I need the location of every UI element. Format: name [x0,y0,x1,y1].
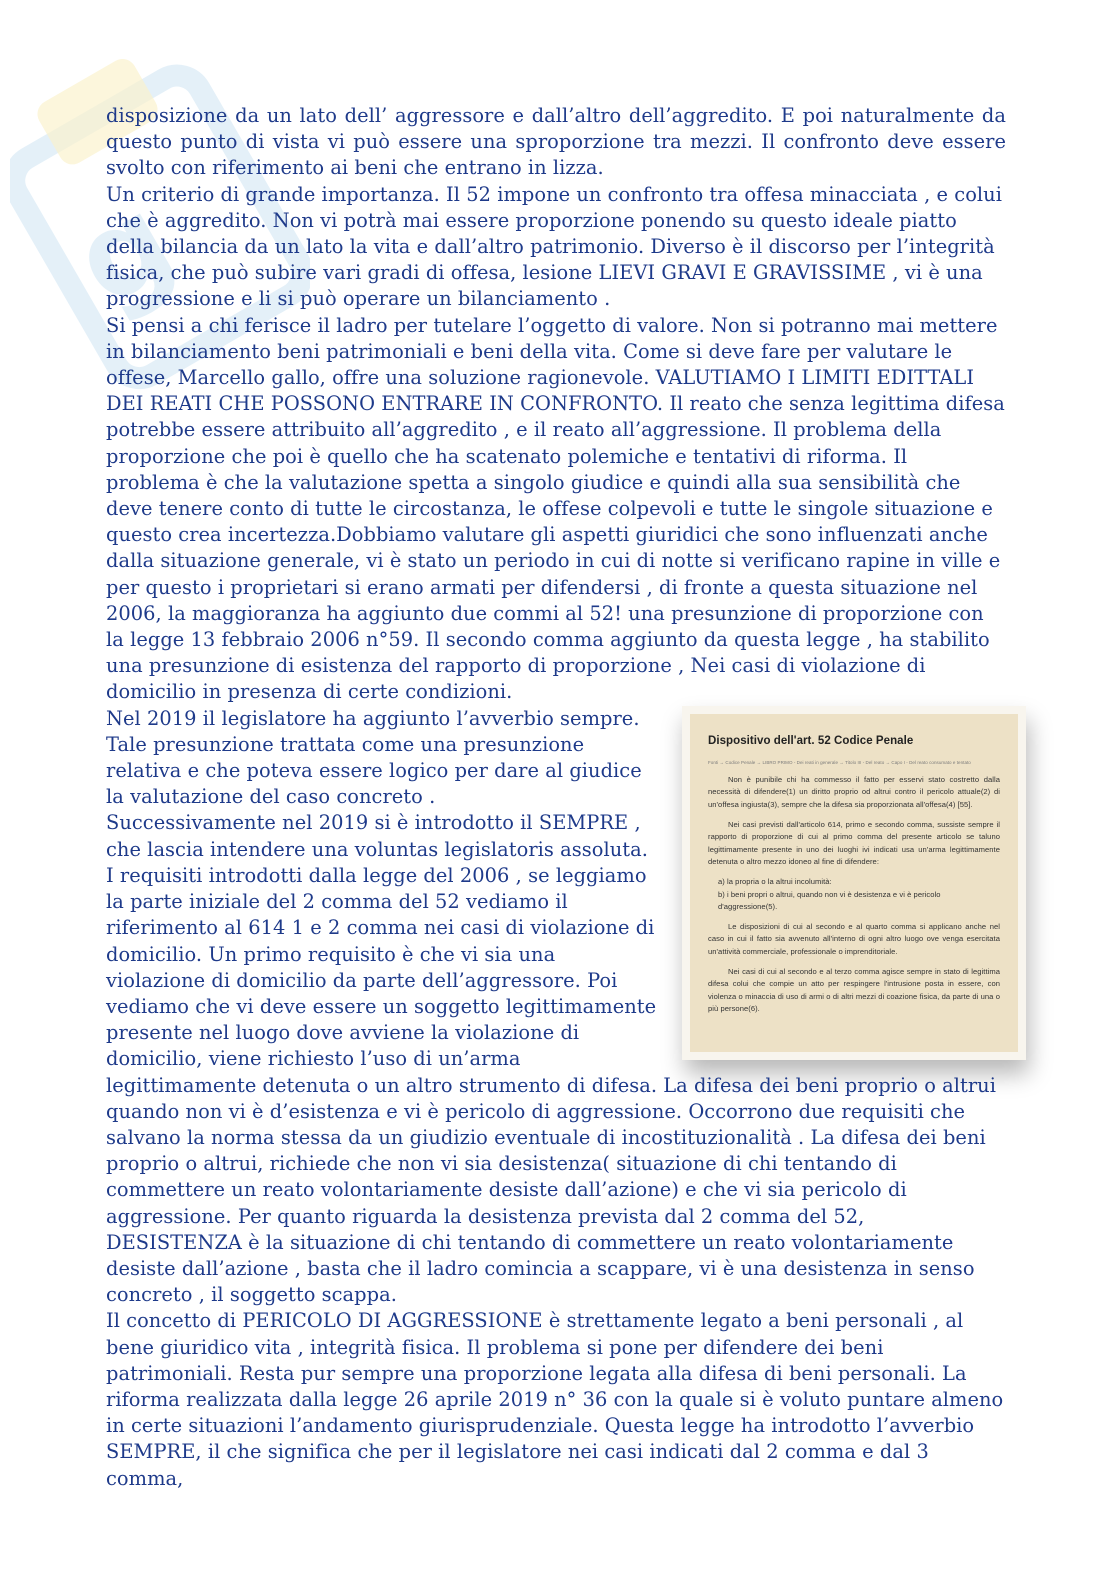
figure-comma-3: Le disposizioni di cui al secondo e al quarto comma si applicano anche nel caso in cui il fatto sia avvenuto all'interno di ogni altro luogo ove venga esercitata un'attività commerciale, professionale o imprenditoriale. [708,921,1000,956]
paragraph-5: Successivamente nel 2019 si è introdotto il SEMPRE , che lascia intendere una voluntas legislatoris assoluta. I requisiti introdotti dalla legge del 2006 , se leggiamo la parte iniziale del 2 comma del 52 vediamo il riferimento al 614 1 e 2 comma nei casi di violazione di domicilio. Un primo requisito è che vi sia una violazione di domicilio da parte dell’aggressore. Poi vediamo che vi deve essere un soggetto legittimamente presente nel luogo dove avviene la violazione di domicilio, viene richiesto l’uso di un’arma legittimamente detenuta o un altro strumento di difesa. La difesa dei beni proprio o altrui quando non vi è d’esistenza e vi è pericolo di aggressione. Occorrono due requisiti che salvano la norma stessa da un giudizio eventuale di incostituzionalità . La difesa dei beni proprio o altrui, richiede che non vi sia desistenza( situazione di chi tentando di commettere un reato volontariamente desiste dall’azione) e che vi sia pericolo di aggressione. Per quanto riguarda la desistenza prevista dal 2 comma del 52, DESISTENZA è la situazione di chi tentando di commettere un reato volontariamente desiste dall’azione , basta che il ladro comincia a scappare, vi è una desistenza in senso concreto , il soggetto scappa. [106,811,996,1307]
figure-item-a: a) la propria o la altrui incolumità: [718,877,832,887]
article-52-figure [690,714,1018,1052]
paragraph-3: Si pensi a chi ferisce il ladro per tutelare l’oggetto di valore. Non si potranno mai mettere in bilanciamento beni patrimoniali e beni della vita. Come si deve fare per valutare le offese, Marcello gallo, offre una soluzione ragionevole. VALUTIAMO I LIMITI EDITTALI DEI REATI CHE POSSONO ENTRARE IN CONFRONTO. Il reato che senza legittima difesa potrebbe essere attribuito all’aggredito , e il reato all’aggressione. Il problema della proporzione che poi è quello che ha scatenato polemiche e tentativi di riforma. Il problema è che la valutazione spetta a singolo giudice e quindi alla sua sensibilità che deve tenere conto di tutte le circostanza, le offese colpevoli e tutte le singole situazione e questo crea incertezza.Dobbiamo valutare gli aspetti giuridici che sono influenzati anche dalla situazione generale, vi è stato un periodo in cui di notte si verificano rapine in ville e per questo i proprietari si erano armati per difendersi , di fronte a questa situazione nel 2006, la maggioranza ha aggiunto due commi al 52! una presunzione di proporzione con la legge 13 febbraio 2006 n°59. Il secondo comma aggiunto da questa legge , ha stabilito una presunzione di esistenza del rapporto di proporzione , Nei casi di violazione di domicilio in presenza di certe condizioni. [106,313,1005,704]
paragraph-6: Il concetto di PERICOLO DI AGGRESSIONE è strettamente legato a beni personali , al bene giuridico vita , integrità fisica. Il problema si pone per difendere dei beni patrimoniali. Resta pur sempre una proporzione legata alla difesa di beni personali. La riforma realizzata dalla legge 26 aprile 2019 n° 36 con la quale si è voluto puntare almeno in certe situazioni l’andamento giurisprudenziale. Questa legge ha introdotto l’avverbio SEMPRE, il che significa che per il legislatore nei casi indicati dal 2 comma e dal 3 comma, [106,1309,1004,1490]
figure-comma-1: Non è punibile chi ha commesso il fatto per esservi stato costretto dalla necessità di difendere(1) un diritto proprio od altrui contro il pericolo attuale(2) di un'offesa ingiusta(3), sempre che la difesa sia proporzionata all'offesa(4) [55]. [708,774,1000,810]
svg-text:g: g [52,170,196,334]
paragraph-2: Un criterio di grande importanza. Il 52 impone un confronto tra offesa minacciata , e colui che è aggredito. Non vi potrà mai essere proporzione ponendo su questo ideale piatto della bilancia da un lato la vita e dall’altro patrimonio. Diverso è il discorso per l’integrità fisica, che può subire vari gradi di offesa, lesione LIEVI GRAVI E GRAVISSIME , vi è una progressione e li si può operare un bilanciamento . [106,182,1002,311]
figure-title: Dispositivo dell'art. 52 Codice Penale [708,734,914,747]
figure-comma-4: Nei casi di cui al secondo e al terzo comma agisce sempre in stato di legittima difesa colui che compie un atto per respingere l'intrusione posta in essere, con violenza o minaccia di uso di armi o di altri mezzi di coazione fisica, da parte di una o più persone(6). [708,966,1000,1014]
paragraph-1: disposizione da un lato dell’ aggressore e dall’altro dell’aggredito. E poi naturalmente da questo punto di vista vi può essere una sproporzione tra mezzi. Il confronto deve essere svolto con riferimento ai beni che entrano in lizza. [106,104,1006,180]
paragraph-4-text: Nel 2019 il legislatore ha aggiunto l’avverbio sempre. Tale presunzione trattata come una presunzione relativa e che poteva essere logico per dare al giudice la valutazione del caso concreto . [106,706,642,809]
figure-item-b: b) i beni propri o altrui, quando non vi è desistenza e vi è pericolo d'aggressione(5). [718,889,941,912]
figure-comma-2: Nei casi previsti dall'articolo 614, primo e secondo comma, sussiste sempre il rapporto di proporzione di cui al primo comma del presente articolo se taluno legittimamente presente in uno dei luoghi ivi indicati usa un'arma legittimamente detenuta o altro mezzo idoneo al fine di difendere: [708,819,1000,867]
figure-breadcrumb: Fonti → Codice Penale → LIBRO PRIMO - Dei reati in generale → Titolo III - Del reato → Capo I - Del reato consumato e tentato [708,759,971,765]
document-body [106,103,1006,1492]
figure-list [708,876,1000,914]
